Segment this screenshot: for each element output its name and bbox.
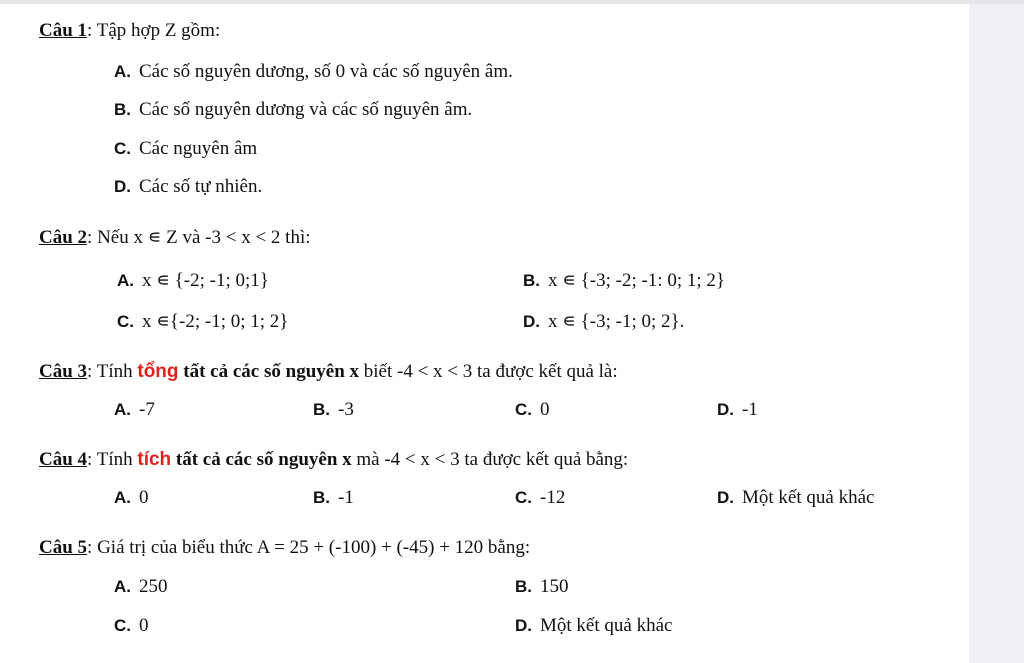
question-text-post: biết -4 < x < 3 ta được kết quả là:: [359, 361, 618, 382]
option-text: -1: [338, 487, 354, 508]
q3-option-b[interactable]: [313, 399, 354, 421]
q3-option-a[interactable]: [114, 399, 155, 421]
option-letter: A.: [117, 271, 134, 290]
q1-option-a[interactable]: [114, 61, 513, 83]
option-letter: A.: [114, 488, 131, 507]
option-letter: C.: [114, 616, 131, 635]
q5-option-b[interactable]: [515, 576, 569, 598]
q1-option-d[interactable]: [114, 176, 262, 198]
option-text: 0: [139, 615, 149, 636]
option-letter: A.: [114, 400, 131, 419]
q2-option-b[interactable]: [523, 269, 725, 292]
option-text: x ∊ {-2; -1; 0;1}: [142, 270, 269, 291]
option-text: Các số nguyên dương và các số nguyên âm.: [139, 99, 473, 120]
question-label: Câu 5: [39, 537, 88, 558]
q5-option-a[interactable]: [114, 576, 168, 598]
q4-option-c[interactable]: [515, 487, 565, 509]
question-text-bold: tất cả các số nguyên x: [178, 361, 360, 382]
option-text: Các số nguyên dương, số 0 và các số nguyên âm.: [139, 61, 513, 82]
option-text: x ∊ {-3; -1; 0; 2}.: [548, 311, 685, 332]
option-letter: C.: [515, 488, 532, 507]
option-letter: D.: [717, 488, 734, 507]
question-label: Câu 2: [39, 227, 88, 248]
q3-option-c[interactable]: [515, 399, 550, 421]
highlight-word: tích: [137, 449, 172, 470]
option-text: -3: [338, 399, 354, 420]
question-label: Câu 3: [39, 361, 88, 382]
option-letter: A.: [114, 62, 131, 81]
question-1: [39, 20, 220, 42]
option-text: Các số tự nhiên.: [139, 176, 263, 197]
q2-option-a[interactable]: [117, 269, 269, 292]
q2-option-c[interactable]: [117, 310, 288, 333]
question-text: : Tập hợp Z gồm:: [87, 20, 221, 41]
q3-option-d[interactable]: [717, 399, 758, 421]
side-panel: [969, 4, 1024, 663]
option-letter: C.: [114, 139, 131, 158]
option-letter: D.: [114, 177, 131, 196]
option-letter: B.: [313, 400, 330, 419]
option-text: x ∊{-2; -1; 0; 1; 2}: [142, 311, 289, 332]
option-text: Các nguyên âm: [139, 138, 258, 159]
q1-option-b[interactable]: [114, 99, 472, 121]
q4-option-d[interactable]: [717, 487, 874, 509]
question-4: [39, 449, 628, 471]
option-text: 0: [139, 487, 149, 508]
q2-option-d[interactable]: [523, 310, 684, 333]
question-text-pre: : Tính: [87, 449, 138, 470]
question-text: : Giá trị của biểu thức A = 25 + (-100) + (-45) + 120 bằng:: [87, 537, 531, 558]
option-text: Một kết quả khác: [742, 487, 875, 508]
option-letter: D.: [523, 312, 540, 331]
option-letter: D.: [515, 616, 532, 635]
option-letter: B.: [523, 271, 540, 290]
question-text-bold: tất cả các số nguyên x: [171, 449, 352, 470]
question-text-post: mà -4 < x < 3 ta được kết quả bằng:: [351, 449, 629, 470]
option-text: -7: [139, 399, 155, 420]
option-letter: B.: [515, 577, 532, 596]
question-text-pre: : Tính: [87, 361, 138, 382]
option-letter: B.: [313, 488, 330, 507]
option-letter: C.: [515, 400, 532, 419]
question-label: Câu 1: [39, 20, 88, 41]
question-5: [39, 537, 530, 559]
highlight-word: tổng: [137, 361, 179, 382]
q1-option-c[interactable]: [114, 138, 257, 160]
option-letter: C.: [117, 312, 134, 331]
q4-option-a[interactable]: [114, 487, 149, 509]
option-text: -12: [540, 487, 566, 508]
question-3: [39, 361, 618, 383]
question-text: : Nếu x ∊ Z và -3 < x < 2 thì:: [87, 227, 311, 248]
option-letter: B.: [114, 100, 131, 119]
q4-option-b[interactable]: [313, 487, 354, 509]
option-text: 0: [540, 399, 550, 420]
option-text: x ∊ {-3; -2; -1: 0; 1; 2}: [548, 270, 726, 291]
q5-option-c[interactable]: [114, 615, 149, 637]
option-letter: A.: [114, 577, 131, 596]
option-text: 150: [540, 576, 569, 597]
question-label: Câu 4: [39, 449, 88, 470]
option-letter: D.: [717, 400, 734, 419]
q5-option-d[interactable]: [515, 615, 672, 637]
option-text: Một kết quả khác: [540, 615, 673, 636]
option-text: -1: [742, 399, 758, 420]
question-2: [39, 226, 311, 249]
option-text: 250: [139, 576, 168, 597]
